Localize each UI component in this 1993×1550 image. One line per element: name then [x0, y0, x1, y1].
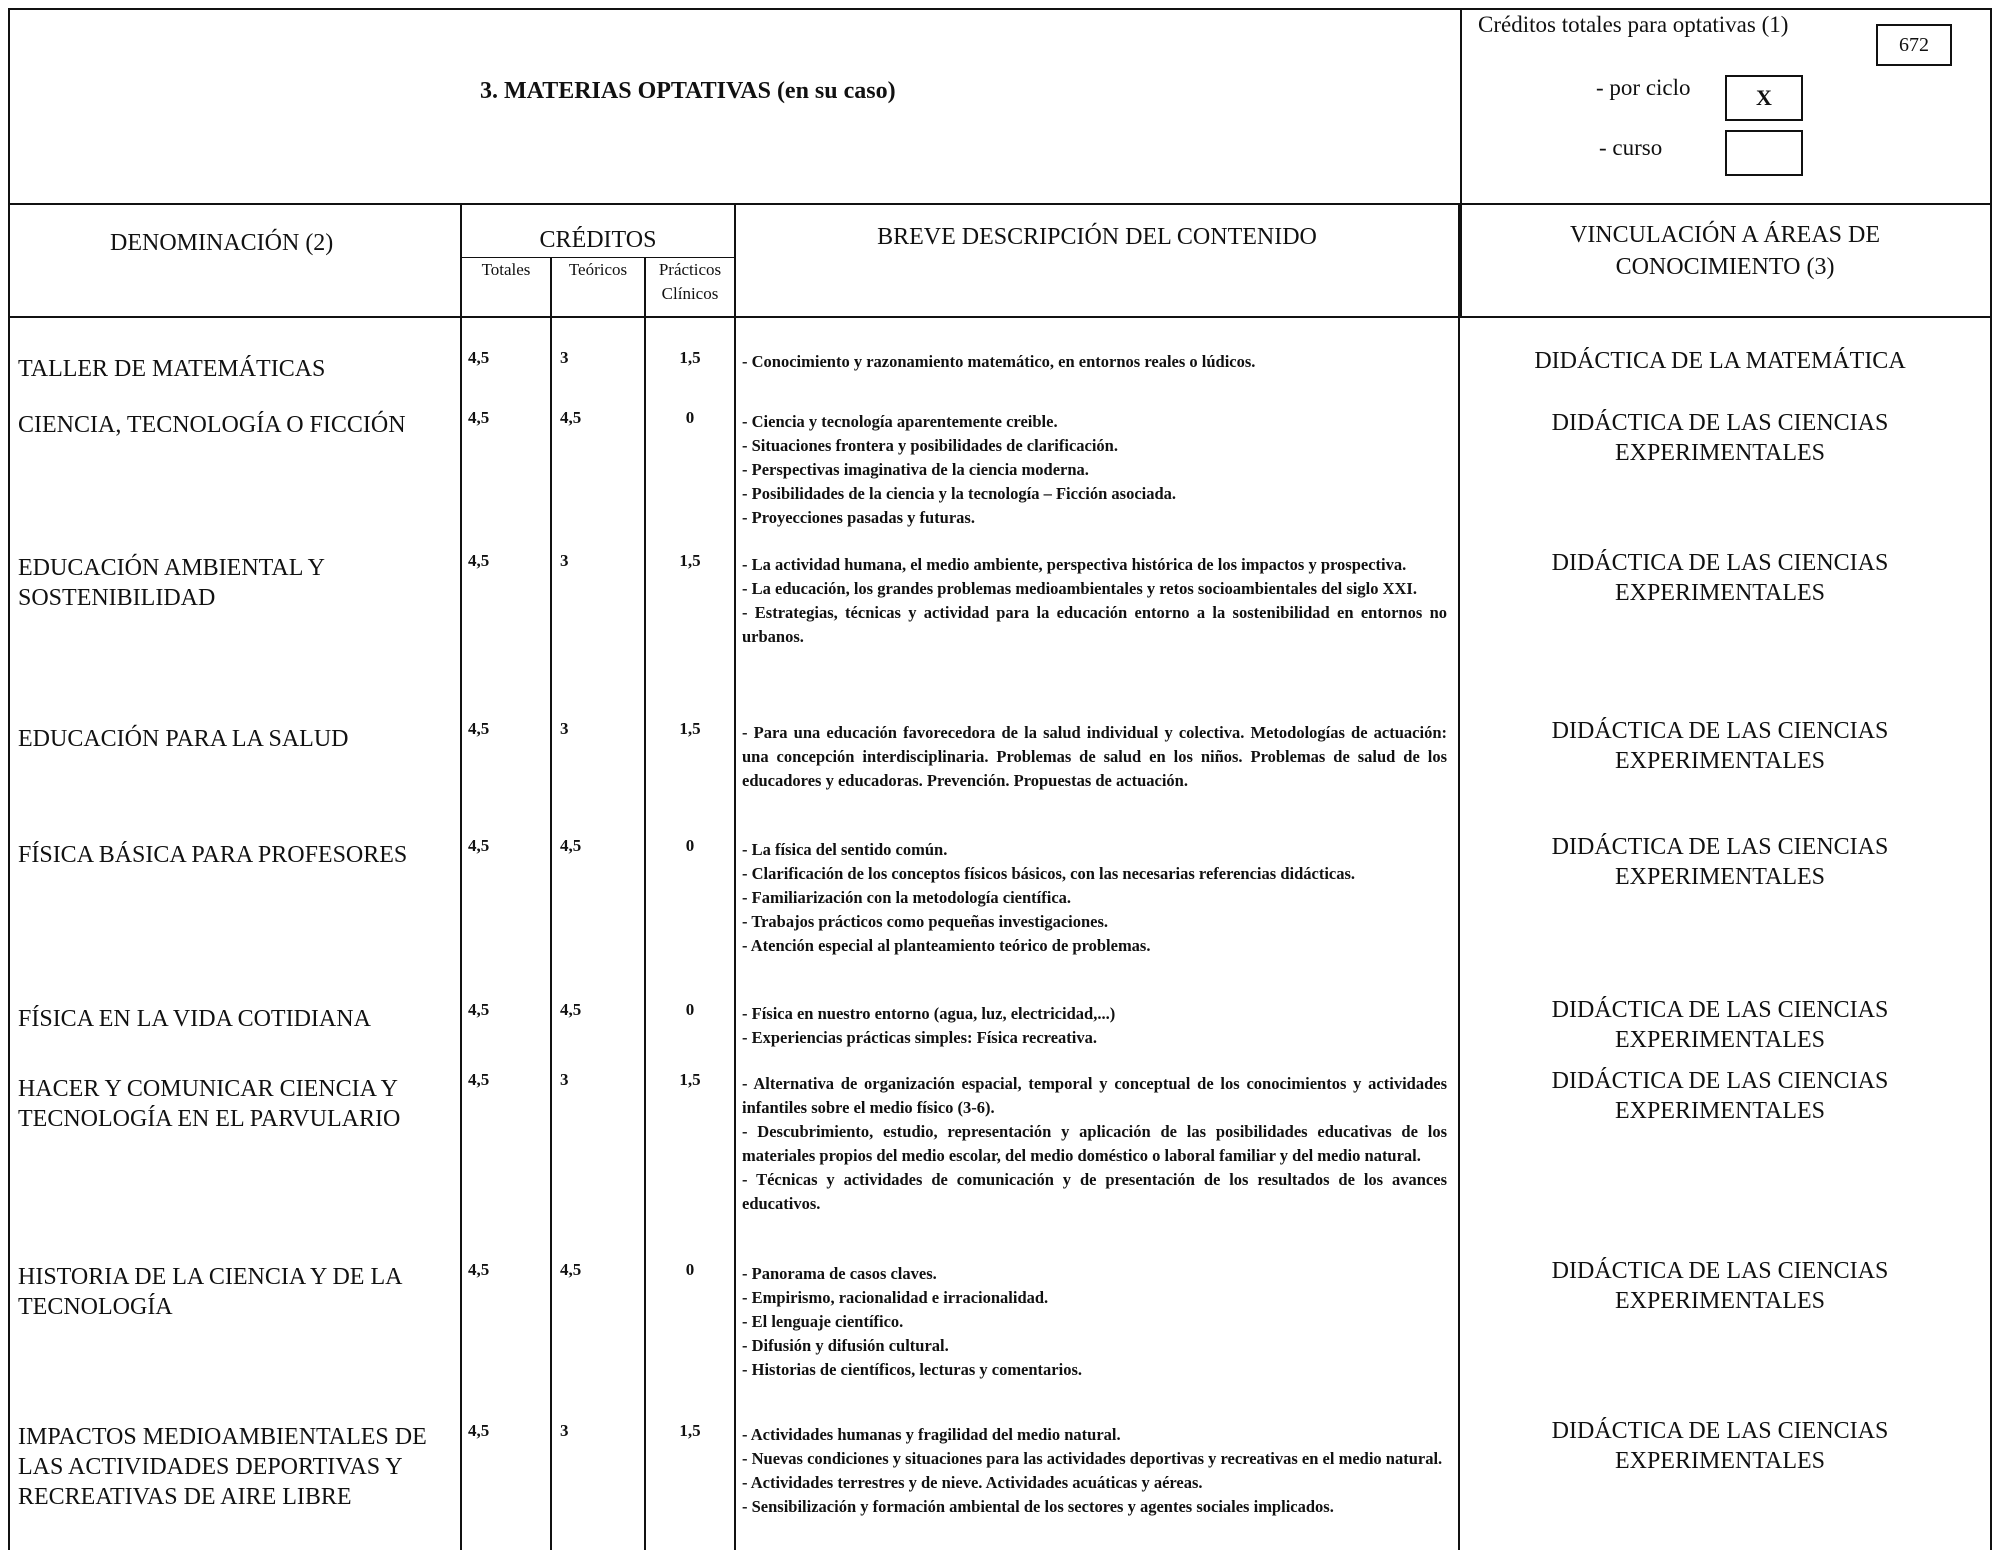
knowledge-area: DIDÁCTICA DE LA MATEMÁTICA: [1534, 348, 1906, 374]
knowledge-area: DIDÁCTICA DE LAS CIENCIAS EXPERIMENTALES: [1551, 410, 1889, 466]
credits-totales: 4,5: [468, 719, 490, 738]
credits-practicos: 1,5: [679, 1421, 701, 1440]
knowledge-area: DIDÁCTICA DE LAS CIENCIAS EXPERIMENTALES: [1551, 834, 1889, 890]
credits-teoricos: 4,5: [560, 408, 582, 427]
frame-left: [8, 8, 10, 1550]
description-line: - Clarificación de los conceptos físicos básicos, con las necesarias referencias didácticas.: [742, 864, 1356, 883]
credits-totales: 4,5: [468, 408, 490, 427]
subject-name: FÍSICA EN LA VIDA COTIDIANA: [18, 1006, 371, 1032]
frame-right: [1990, 8, 1992, 1550]
description-line: - Actividades humanas y fragilidad del medio natural.: [742, 1425, 1121, 1444]
description-line: - Actividades terrestres y de nieve. Actividades acuáticas y aéreas.: [742, 1473, 1203, 1492]
credits-practicos: 0: [685, 408, 695, 427]
subject-name: IMPACTOS MEDIOAMBIENTALES DE LAS ACTIVIDADES DEPORTIVAS Y RECREATIVAS DE AIRE LIBRE: [18, 1424, 427, 1510]
subject-name: TALLER DE MATEMÁTICAS: [18, 356, 326, 382]
col-header-vinculacion: VINCULACIÓN A ÁREAS DE: [1569, 222, 1880, 248]
col-header-denominacion: DENOMINACIÓN (2): [110, 230, 334, 256]
curso-label: - curso: [1599, 135, 1663, 160]
curso-box: [1725, 130, 1803, 176]
credits-teoricos: 4,5: [560, 1000, 582, 1019]
col-header-practicos: Prácticos: [658, 260, 722, 279]
col-header-descripcion: BREVE DESCRIPCIÓN DEL CONTENIDO: [877, 224, 1317, 250]
knowledge-area: DIDÁCTICA DE LAS CIENCIAS EXPERIMENTALES: [1551, 1418, 1889, 1474]
col-divider-4: [734, 203, 736, 1550]
description-line: - Posibilidades de la ciencia y la tecnología – Ficción asociada.: [742, 484, 1177, 503]
col-header-conocimiento: CONOCIMIENTO (3): [1615, 254, 1835, 280]
column-header-bottom-rule: [8, 316, 1992, 318]
por-ciclo-value: X: [1756, 85, 1772, 110]
content-description: [742, 553, 1447, 649]
credits-totales: 4,5: [468, 348, 490, 367]
content-description: [742, 350, 1447, 374]
content-description: [742, 1423, 1447, 1519]
content-description: [742, 838, 1447, 958]
credits-teoricos: 3: [560, 719, 569, 738]
credits-teoricos: 4,5: [560, 1260, 582, 1279]
por-ciclo-box: [1725, 75, 1803, 121]
credits-practicos: 1,5: [679, 348, 701, 367]
header-bottom-rule: [8, 203, 1992, 205]
description-line: - Empirismo, racionalidad e irracionalidad.: [742, 1288, 1049, 1307]
col-divider-3: [644, 258, 646, 1550]
subject-name: HACER Y COMUNICAR CIENCIA Y TECNOLOGÍA EN EL PARVULARIO: [18, 1076, 401, 1132]
content-description: [742, 721, 1447, 793]
description-line: - Nuevas condiciones y situaciones para las actividades deportivas y recreativas en el medio natural.: [742, 1449, 1443, 1468]
credits-totales: 4,5: [468, 551, 490, 570]
credits-practicos: 0: [685, 1260, 695, 1279]
knowledge-area: DIDÁCTICA DE LAS CIENCIAS EXPERIMENTALES: [1551, 997, 1889, 1053]
credits-totales: 4,5: [468, 836, 490, 855]
credits-practicos: 0: [685, 836, 695, 855]
credits-totales: 4,5: [468, 1421, 490, 1440]
knowledge-area: DIDÁCTICA DE LAS CIENCIAS EXPERIMENTALES: [1551, 718, 1889, 774]
credits-totales: 4,5: [468, 1000, 490, 1019]
description-line: - Sensibilización y formación ambiental de los sectores y agentes sociales implicados.: [742, 1497, 1334, 1516]
description-line: - Trabajos prácticos como pequeñas investigaciones.: [742, 912, 1109, 931]
credits-practicos: 1,5: [679, 1070, 701, 1089]
description-line: - Técnicas y actividades de comunicación y de presentación de los resultados de los avances educativos.: [742, 1170, 1447, 1213]
description-line: - Panorama de casos claves.: [742, 1264, 937, 1283]
description-line: - Para una educación favorecedora de la salud individual y colectiva. Metodologías de actuación: una concepción interdisciplinaria. Problemas de salud en los niños. Problemas de salud de los educadores y educadoras. Prevención. Propuestas de actuación.: [742, 723, 1447, 790]
content-description: [742, 410, 1447, 530]
description-line: - Familiarización con la metodología científica.: [742, 888, 1072, 907]
description-line: - Proyecciones pasadas y futuras.: [742, 508, 975, 527]
description-line: - Descubrimiento, estudio, representación y aplicación de las posibilidades educativas de los materiales propios del medio escolar, del medio doméstico o laboral familiar y del medio natural.: [742, 1122, 1447, 1165]
frame-top: [8, 8, 1992, 10]
col-divider-2: [550, 258, 552, 1550]
description-line: - Experiencias prácticas simples: Física recreativa.: [742, 1028, 1097, 1047]
subject-name: FÍSICA BÁSICA PARA PROFESORES: [18, 842, 408, 868]
content-description: [742, 1072, 1447, 1216]
knowledge-area: DIDÁCTICA DE LAS CIENCIAS EXPERIMENTALES: [1551, 1068, 1889, 1124]
creditos-underline: [460, 257, 736, 258]
section-title: 3. MATERIAS OPTATIVAS (en su caso): [480, 78, 896, 104]
description-line: - El lenguaje científico.: [742, 1312, 904, 1331]
col-header-teoricos: Teóricos: [568, 260, 628, 279]
credits-total-label: Créditos totales para optativas (1): [1478, 12, 1789, 37]
description-line: - La actividad humana, el medio ambiente, perspectiva histórica de los impactos y prospectiva.: [742, 555, 1407, 574]
description-line: - Alternativa de organización espacial, temporal y conceptual de los conocimientos y actividades infantiles sobre el medio físico (3-6).: [742, 1074, 1447, 1117]
description-line: - Situaciones frontera y posibilidades de clarificación.: [742, 436, 1118, 455]
description-line: - Difusión y difusión cultural.: [742, 1336, 949, 1355]
description-line: - Atención especial al planteamiento teórico de problemas.: [742, 936, 1151, 955]
credits-teoricos: 3: [560, 348, 569, 367]
por-ciclo-label: - por ciclo: [1596, 75, 1691, 100]
col-header-totales: Totales: [481, 260, 531, 279]
credits-total-value: 672: [1899, 34, 1929, 56]
credits-teoricos: 3: [560, 551, 569, 570]
col-divider-5: [1458, 203, 1460, 1550]
knowledge-area: DIDÁCTICA DE LAS CIENCIAS EXPERIMENTALES: [1551, 550, 1889, 606]
col-header-creditos: CRÉDITOS: [539, 227, 657, 253]
credits-practicos: 1,5: [679, 719, 701, 738]
description-line: - Estrategias, técnicas y actividad para la educación entorno a la sostenibilidad en entornos no urbanos.: [742, 603, 1447, 646]
col-divider-1: [460, 203, 462, 1550]
description-line: - Historias de científicos, lecturas y comentarios.: [742, 1360, 1083, 1379]
description-line: - Física en nuestro entorno (agua, luz, electricidad,...): [742, 1004, 1116, 1023]
credits-teoricos: 3: [560, 1070, 569, 1089]
col-header-clinicos: Clínicos: [661, 284, 719, 303]
credits-total-box: [1876, 24, 1952, 66]
subject-name: HISTORIA DE LA CIENCIA Y DE LA TECNOLOGÍA: [18, 1264, 402, 1320]
subject-name: EDUCACIÓN PARA LA SALUD: [18, 726, 349, 752]
knowledge-area: DIDÁCTICA DE LAS CIENCIAS EXPERIMENTALES: [1551, 1258, 1889, 1314]
description-line: - Perspectivas imaginativa de la ciencia moderna.: [742, 460, 1089, 479]
subject-name: CIENCIA, TECNOLOGÍA O FICCIÓN: [18, 412, 406, 438]
credits-teoricos: 3: [560, 1421, 569, 1440]
subject-name: EDUCACIÓN AMBIENTAL Y SOSTENIBILIDAD: [18, 555, 325, 611]
description-line: - Ciencia y tecnología aparentemente creible.: [742, 412, 1058, 431]
credits-practicos: 0: [685, 1000, 695, 1019]
credits-practicos: 1,5: [679, 551, 701, 570]
description-line: - La educación, los grandes problemas medioambientales y retos socioambientales del siglo XXI.: [742, 579, 1417, 598]
credits-totales: 4,5: [468, 1260, 490, 1279]
credits-totales: 4,5: [468, 1070, 490, 1089]
content-description: [742, 1262, 1447, 1382]
credits-teoricos: 4,5: [560, 836, 582, 855]
content-description: [742, 1002, 1447, 1050]
description-line: - La física del sentido común.: [742, 840, 948, 859]
description-line: - Conocimiento y razonamiento matemático, en entornos reales o lúdicos.: [742, 352, 1256, 371]
